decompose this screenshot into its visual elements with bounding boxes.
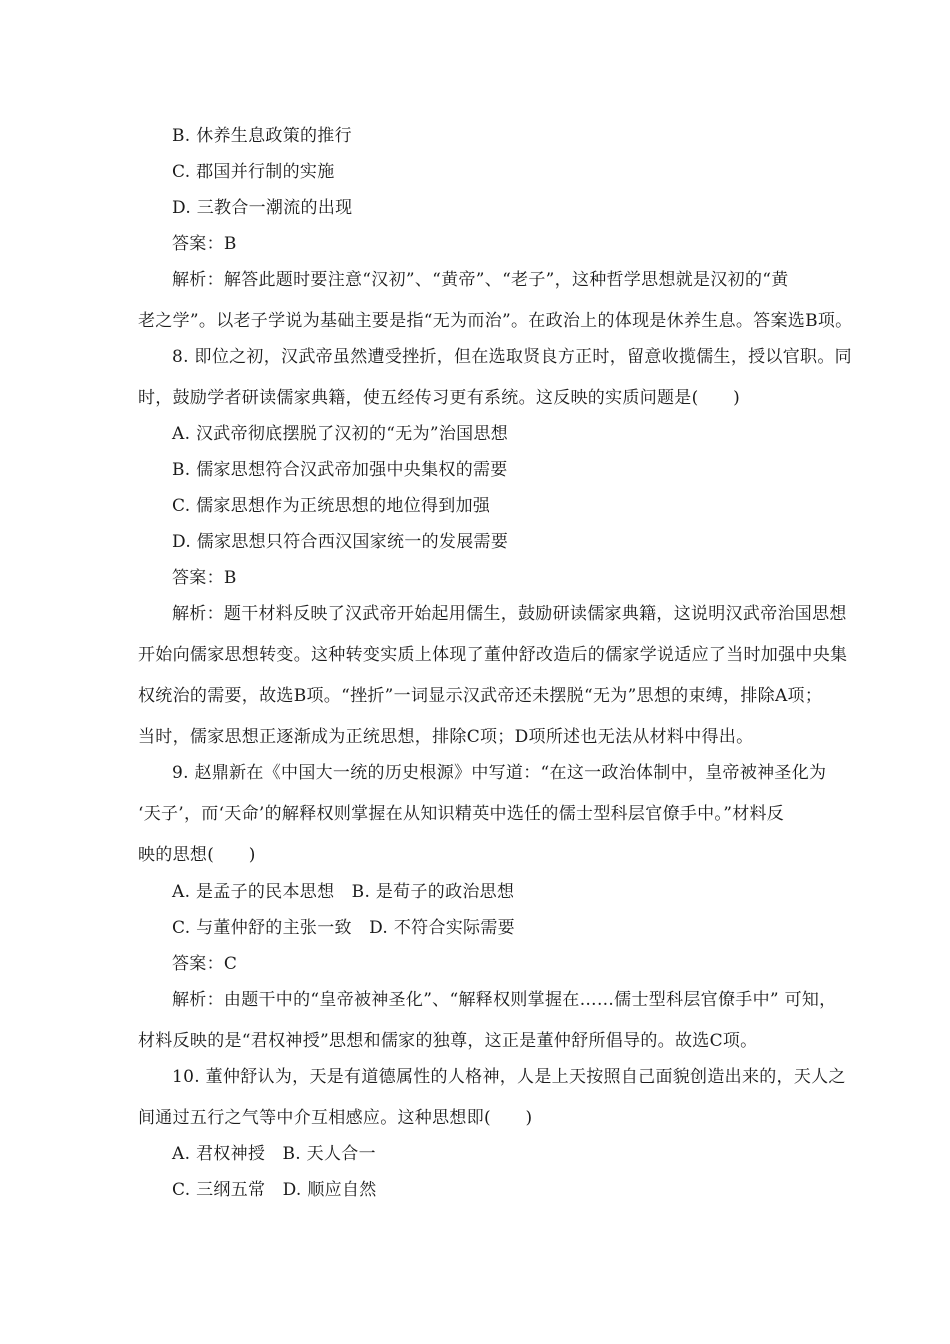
q8-stem-line-1: 8. 即位之初，汉武帝虽然遭受挫折，但在选取贤良方正时，留意收揽儒生，授以官职。同 [172, 347, 852, 367]
q10-stem-line-1: 10. 董仲舒认为，天是有道德属性的人格神，人是上天按照自己面貌创造出来的，天人之 [172, 1067, 846, 1087]
q9-options-ab: A. 是孟子的民本思想 B. 是荀子的政治思想 [172, 882, 515, 902]
q7-analysis-line-2: 老之学”。以老子学说为基础主要是指“无为而治”。在政治上的体现是休养生息。答案选B项。 [138, 311, 853, 331]
q8-analysis-line-4: 当时，儒家思想正逐渐成为正统思想，排除C项；D项所述也无法从材料中得出。 [138, 727, 754, 747]
q9-answer: 答案：C [172, 954, 238, 974]
q8-analysis-line-1: 解析：题干材料反映了汉武帝开始起用儒生，鼓励研读儒家典籍，这说明汉武帝治国思想 [172, 604, 847, 624]
q7-option-c: C. 郡国并行制的实施 [172, 162, 335, 182]
q8-option-b: B. 儒家思想符合汉武帝加强中央集权的需要 [172, 460, 508, 480]
q10-options-cd: C. 三纲五常 D. 顺应自然 [172, 1180, 377, 1200]
q9-options-cd: C. 与董仲舒的主张一致 D. 不符合实际需要 [172, 918, 515, 938]
q7-analysis-line-1: 解析：解答此题时要注意“汉初”、“黄帝”、“老子”，这种哲学思想就是汉初的“黄 [172, 270, 789, 290]
q10-stem-line-2: 间通过五行之气等中介互相感应。这种思想即( ) [138, 1108, 533, 1128]
q7-option-b: B. 休养生息政策的推行 [172, 126, 352, 146]
q9-stem-line-2: ‘天子’，而‘天命’的解释权则掌握在从知识精英中选任的儒士型科层官僚手中。”材料反 [138, 804, 785, 824]
q9-analysis-line-2: 材料反映的是“君权神授”思想和儒家的独尊，这正是董仲舒所倡导的。故选C项。 [138, 1031, 758, 1051]
q10-options-ab: A. 君权神授 B. 天人合一 [172, 1144, 376, 1164]
q9-analysis-line-1: 解析：由题干中的“皇帝被神圣化”、“解释权则掌握在……儒士型科层官僚手中” 可知， [172, 990, 837, 1010]
q9-stem-line-3: 映的思想( ) [138, 845, 256, 865]
q7-answer: 答案：B [172, 234, 237, 254]
q8-option-d: D. 儒家思想只符合西汉国家统一的发展需要 [172, 532, 509, 552]
q8-analysis-line-2: 开始向儒家思想转变。这种转变实质上体现了董仲舒改造后的儒家学说适应了当时加强中央集 [138, 645, 848, 665]
q8-option-c: C. 儒家思想作为正统思想的地位得到加强 [172, 496, 491, 516]
q8-option-a: A. 汉武帝彻底摆脱了汉初的“无为”治国思想 [172, 424, 509, 444]
q8-stem-line-2: 时，鼓励学者研读儒家典籍，使五经传习更有系统。这反映的实质问题是( ) [138, 388, 741, 408]
q7-option-d: D. 三教合一潮流的出现 [172, 198, 353, 218]
q8-answer: 答案：B [172, 568, 237, 588]
q8-analysis-line-3: 权统治的需要，故选B项。“挫折”一词显示汉武帝还未摆脱“无为”思想的束缚，排除A项； [138, 686, 823, 706]
q9-stem-line-1: 9. 赵鼎新在《中国大一统的历史根源》中写道：“在这一政治体制中，皇帝被神圣化为 [172, 763, 827, 783]
